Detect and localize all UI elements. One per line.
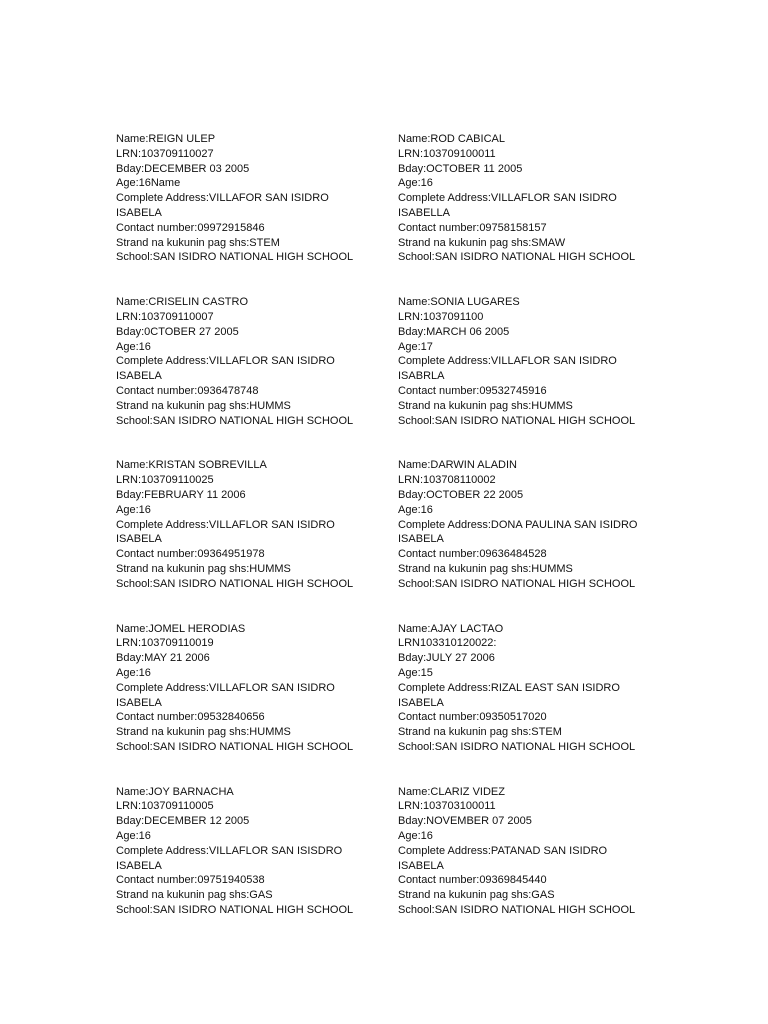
record-address: Complete Address:VILLAFOR SAN ISIDRO [116, 192, 329, 205]
record-strand: Strand na kukunin pag shs:GAS [398, 889, 555, 902]
record-address-province: ISABELA [116, 859, 162, 872]
record-lrn: LRN:103709110019 [116, 637, 214, 650]
record-address-province: ISABELA [398, 533, 444, 546]
record-name: Name:CLARIZ VIDEZ [398, 785, 505, 798]
right-column [398, 132, 668, 948]
record-lrn: LRN:103709110007 [116, 310, 214, 323]
record-lrn: LRN:1037091100 [398, 310, 484, 323]
record-name: Name:KRISTAN SOBREVILLA [116, 459, 267, 472]
record-school: School:SAN ISIDRO NATIONAL HIGH SCHOOL [116, 904, 354, 917]
record-age: Age:16 [116, 830, 151, 843]
record-address: Complete Address:VILLAFLOR SAN ISIDRO [116, 518, 335, 531]
student-record [398, 132, 668, 265]
record-address: Complete Address:RIZAL EAST SAN ISIDRO [398, 681, 620, 694]
record-bday: Bday:NOVEMBER 07 2005 [398, 815, 532, 828]
record-address-province: ISABELLA [398, 206, 450, 219]
record-name: Name:SONIA LUGARES [398, 296, 520, 309]
record-contact: Contact number:09369845440 [398, 874, 547, 887]
record-bday: Bday:JULY 27 2006 [398, 652, 495, 665]
record-bday: Bday:DECEMBER 03 2005 [116, 162, 250, 175]
record-strand: Strand na kukunin pag shs:GAS [116, 889, 273, 902]
record-age: Age:17 [398, 340, 433, 353]
left-column [116, 132, 386, 948]
record-bday: Bday:OCTOBER 11 2005 [398, 162, 523, 175]
record-age: Age:16 [116, 503, 151, 516]
record-address-province: ISABELA [116, 206, 162, 219]
record-school: School:SAN ISIDRO NATIONAL HIGH SCHOOL [398, 740, 636, 753]
record-name: Name:REIGN ULEP [116, 133, 216, 145]
record-bday: Bday:MARCH 06 2005 [398, 325, 510, 338]
record-address-province: ISABELA [398, 696, 444, 709]
record-address-province: ISABELA [116, 696, 162, 709]
record-bday: Bday:DECEMBER 12 2005 [116, 815, 250, 828]
record-address: Complete Address:VILLAFLOR SAN ISIDRO [116, 681, 335, 694]
record-name: Name:JOY BARNACHA [116, 785, 234, 798]
record-school: School:SAN ISIDRO NATIONAL HIGH SCHOOL [116, 577, 354, 590]
record-contact: Contact number:09751940538 [116, 874, 265, 887]
record-lrn: LRN:103709110027 [116, 147, 214, 160]
record-school: School:SAN ISIDRO NATIONAL HIGH SCHOOL [398, 904, 636, 917]
record-strand: Strand na kukunin pag shs:HUMMS [116, 562, 291, 575]
record-bday: Bday:MAY 21 2006 [116, 652, 210, 665]
record-school: School:SAN ISIDRO NATIONAL HIGH SCHOOL [398, 414, 636, 427]
record-contact: Contact number:09532840656 [116, 711, 265, 724]
student-record [116, 132, 386, 265]
record-contact: Contact number:0936478748 [116, 384, 259, 397]
student-record [398, 785, 668, 918]
record-bday: Bday:OCTOBER 22 2005 [398, 488, 524, 501]
record-address: Complete Address:VILLAFLOR SAN ISIDRO [398, 192, 617, 205]
record-strand: Strand na kukunin pag shs:SMAW [398, 236, 566, 249]
record-school: School:SAN ISIDRO NATIONAL HIGH SCHOOL [116, 414, 354, 427]
record-address-province: ISABELA [116, 533, 162, 546]
record-address: Complete Address:PATANAD SAN ISIDRO [398, 844, 608, 857]
record-contact: Contact number:09636484528 [398, 548, 547, 561]
record-contact: Contact number:09350517020 [398, 711, 547, 724]
record-age: Age:16 [398, 830, 433, 843]
record-school: School:SAN ISIDRO NATIONAL HIGH SCHOOL [398, 251, 636, 264]
record-lrn: LRN:103709100011 [398, 147, 496, 160]
record-name: Name:JOMEL HERODIAS [116, 622, 246, 635]
record-address: Complete Address:VILLAFLOR SAN ISIDRO [398, 355, 617, 368]
student-record [116, 295, 386, 428]
record-contact: Contact number:09532745916 [398, 384, 547, 397]
record-age: Age:15 [398, 666, 433, 679]
record-strand: Strand na kukunin pag shs:HUMMS [116, 726, 291, 739]
record-lrn: LRN:103708110002 [398, 474, 496, 487]
record-bday: Bday:FEBRUARY 11 2006 [116, 488, 246, 501]
record-school: School:SAN ISIDRO NATIONAL HIGH SCHOOL [116, 251, 354, 264]
record-address: Complete Address:DONA PAULINA SAN ISIDRO [398, 518, 638, 531]
record-lrn: LRN:103703100011 [398, 800, 496, 813]
student-record [116, 458, 386, 591]
record-name: Name:CRISELIN CASTRO [116, 296, 249, 309]
record-contact: Contact number:09972915846 [116, 221, 265, 234]
record-name: Name:ROD CABICAL [398, 133, 505, 145]
record-age: Age:16 [116, 340, 151, 353]
record-name: Name:AJAY LACTAO [398, 622, 504, 635]
record-school: School:SAN ISIDRO NATIONAL HIGH SCHOOL [116, 740, 354, 753]
record-age: Age:16 [398, 177, 433, 190]
record-lrn: LRN:103709110005 [116, 800, 214, 813]
record-address-province: ISABELA [116, 370, 162, 383]
student-record [398, 458, 668, 591]
record-bday: Bday:0CTOBER 27 2005 [116, 325, 239, 338]
record-address-province: ISABRLA [398, 370, 445, 383]
student-record [116, 622, 386, 755]
record-contact: Contact number:09758158157 [398, 221, 547, 234]
student-record [398, 295, 668, 428]
record-strand: Strand na kukunin pag shs:HUMMS [398, 399, 573, 412]
record-strand: Strand na kukunin pag shs:HUMMS [116, 399, 291, 412]
record-name: Name:DARWIN ALADIN [398, 459, 517, 472]
record-address: Complete Address:VILLAFLOR SAN ISIDRO [116, 355, 335, 368]
record-age: Age:16 [398, 503, 433, 516]
record-address: Complete Address:VILLAFLOR SAN ISISDRO [116, 844, 343, 857]
record-lrn: LRN:103709110025 [116, 474, 214, 487]
record-contact: Contact number:09364951978 [116, 548, 265, 561]
student-record [116, 785, 386, 918]
record-school: School:SAN ISIDRO NATIONAL HIGH SCHOOL [398, 577, 636, 590]
record-lrn: LRN103310120022: [398, 637, 497, 650]
record-strand: Strand na kukunin pag shs:STEM [398, 726, 562, 739]
record-strand: Strand na kukunin pag shs:HUMMS [398, 562, 573, 575]
student-record [398, 622, 668, 755]
record-age: Age:16Name [116, 177, 181, 190]
record-age: Age:16 [116, 666, 151, 679]
record-address-province: ISABELA [398, 859, 444, 872]
record-strand: Strand na kukunin pag shs:STEM [116, 236, 280, 249]
